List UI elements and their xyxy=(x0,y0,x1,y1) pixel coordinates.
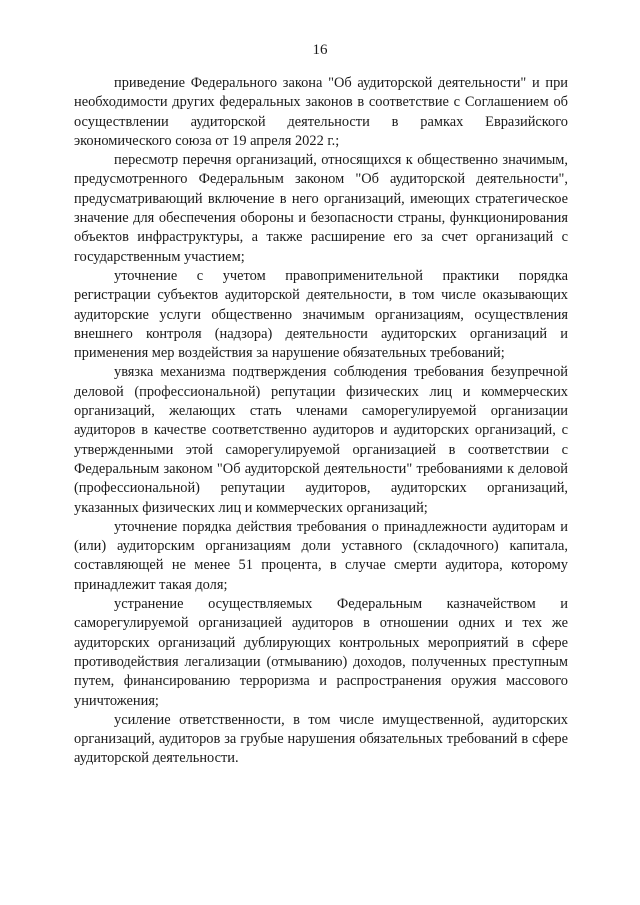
paragraph-capital-ownership: уточнение порядка действия требования о принадлежности аудиторам и (или) аудиторским организациям доли уставного (складочного) капитала, составляющей не менее 51 процента, в случае смерти аудитора, которому принадлежит такая доля; xyxy=(74,518,568,593)
paragraph-liability: усиление ответственности, в том числе имущественной, аудиторских организаций, аудиторов за грубые нарушения обязательных требований в сфере аудиторской деятельности. xyxy=(74,711,568,767)
document-body xyxy=(74,74,568,769)
page-number: 16 xyxy=(312,42,328,58)
paragraph-duplicate-controls: устранение осуществляемых Федеральным казначейством и саморегулируемой организацией аудиторов в отношении одних и тех же аудиторских организаций дублирующих контрольных мероприятий в сфере противодействия легализации (отмыванию) доходов, полученных преступным путем, финансированию терроризма и распространения оружия массового уничтожения; xyxy=(74,596,568,709)
paragraph-registration-and-oversight: уточнение с учетом правоприменительной практики порядка регистрации субъектов аудиторской деятельности, в том числе оказывающих аудиторские услуги общественно значимым организациям, осуществления внешнего контроля (надзора) деятельности аудиторских организаций и применения мер воздействия за нарушение обязательных требований; xyxy=(74,267,568,362)
paragraph-federal-law-alignment: приведение Федерального закона "Об аудиторской деятельности" и при необходимости других федеральных законов в соответствие с Соглашением об осуществлении аудиторской деятельности в рамках Евразийского экономического союза от 19 апреля 2022 г.; xyxy=(74,75,568,149)
paragraph-business-reputation: увязка механизма подтверждения соблюдения требования безупречной деловой (профессиональной) репутации физических лиц и коммерческих организаций, желающих стать членами саморегулируемой организации аудиторов в качестве соответственно аудиторов и аудиторских организаций, с утвержденными этой саморегулируемой организацией в соответствии с Федеральным законом "Об аудиторской деятельности" требованиями к деловой (профессиональной) репутации аудиторов, аудиторских организаций, указанных физических лиц и коммерческих организаций; xyxy=(74,364,568,516)
paragraph-public-interest-entities: пересмотр перечня организаций, относящихся к общественно значимым, предусмотренного Федеральным законом "Об аудиторской деятельности", предусматривающий включение в него организаций, имеющих стратегическое значение для обеспечения обороны и безопасности страны, функционирования объектов инфраструктуры, а также расширение его за счет организаций с государственным участием; xyxy=(74,152,568,265)
